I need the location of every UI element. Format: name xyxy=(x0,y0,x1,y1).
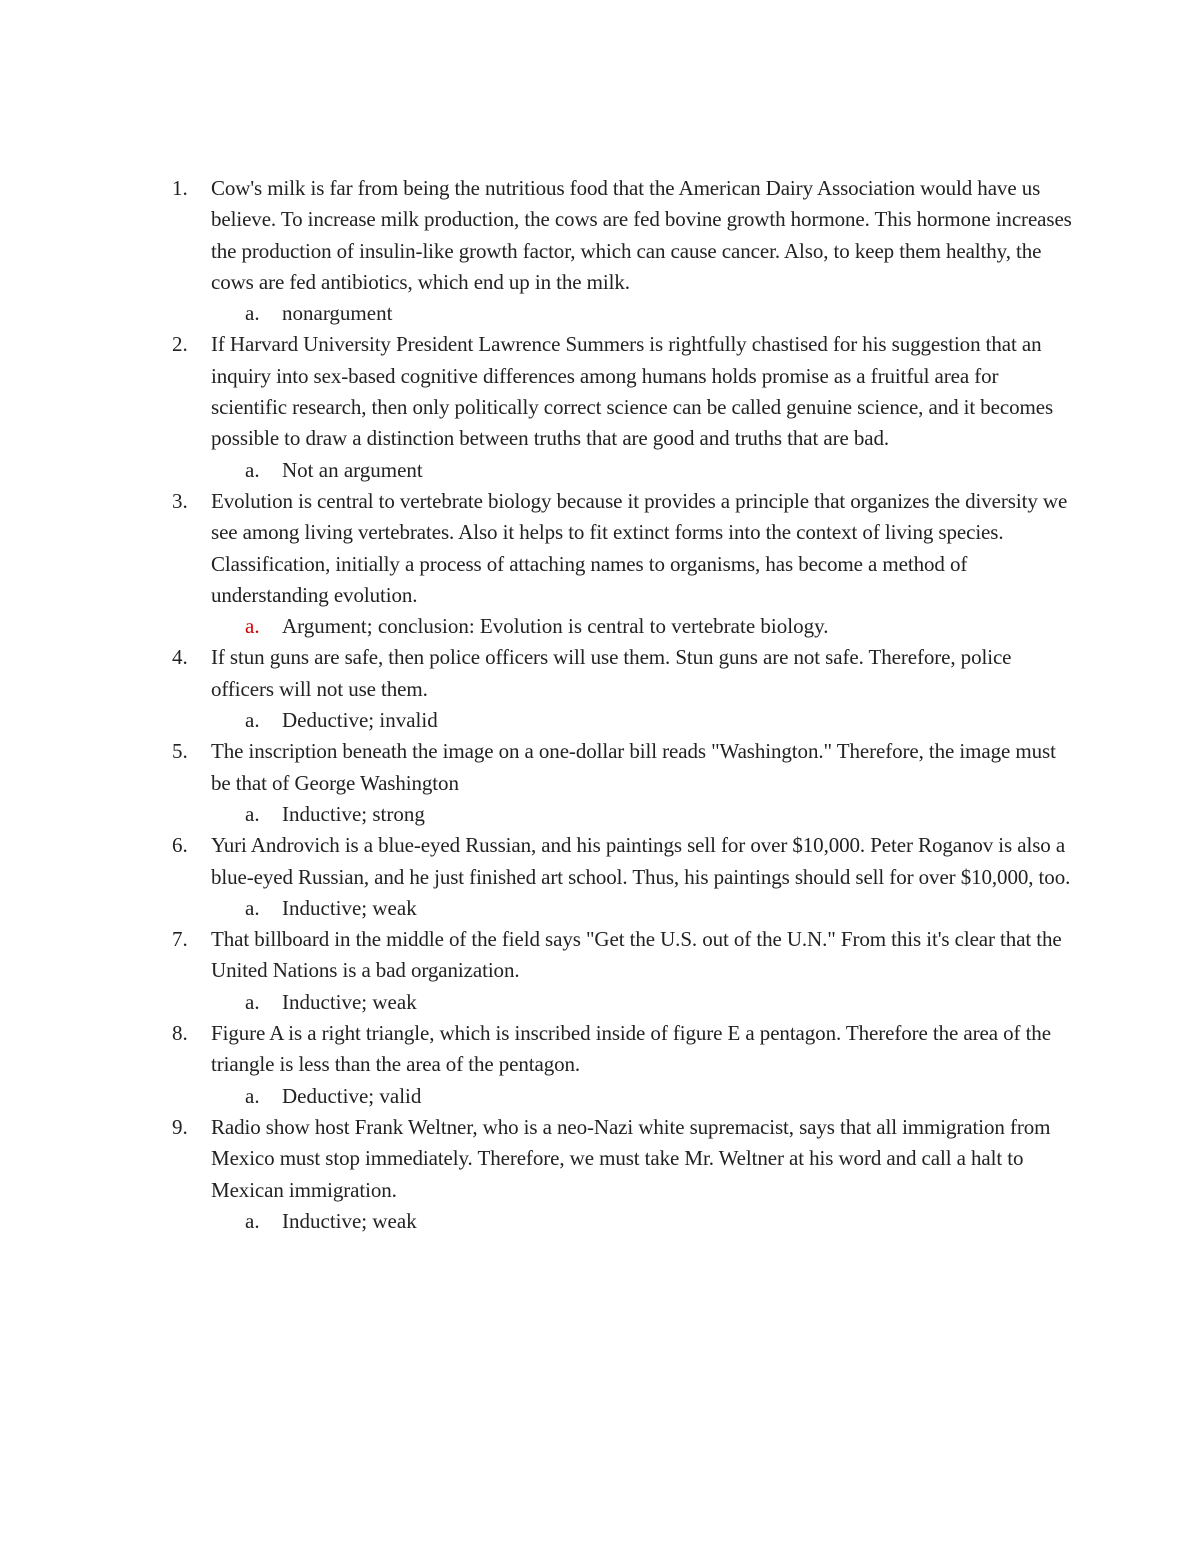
question-number: 3. xyxy=(172,488,188,513)
answer-item xyxy=(211,455,1072,486)
answer-text: Deductive; invalid xyxy=(282,708,438,733)
answer-letter: a. xyxy=(245,1208,260,1233)
question-item xyxy=(172,736,1072,830)
question-item xyxy=(172,486,1072,642)
question-text: If stun guns are safe, then police officers will use them. Stun guns are not safe. Therefore, police officers will not use them. xyxy=(211,645,1012,701)
answer-item xyxy=(211,799,1072,830)
answer-text: Inductive; weak xyxy=(282,895,417,920)
question-text: That billboard in the middle of the field says "Get the U.S. out of the U.N." From this it's clear that the United Nations is a bad organization. xyxy=(211,927,1062,983)
question-text: The inscription beneath the image on a one-dollar bill reads "Washington." Therefore, the image must be that of George Washington xyxy=(211,739,1056,795)
answer-text: Inductive; strong xyxy=(282,801,425,826)
answer-item xyxy=(211,298,1072,329)
answer-text: Inductive; weak xyxy=(282,1208,417,1233)
question-number: 6. xyxy=(172,833,188,858)
question-item xyxy=(172,642,1072,736)
question-text: Figure A is a right triangle, which is inscribed inside of figure E a pentagon. Therefore the area of the triangle is less than the area of the pentagon. xyxy=(211,1021,1051,1077)
question-item xyxy=(172,173,1072,329)
answer-letter: a. xyxy=(245,801,260,826)
answer-letter: a. xyxy=(245,989,260,1014)
answer-text: nonargument xyxy=(282,301,393,326)
question-list xyxy=(172,173,1072,1237)
answer-letter: a. xyxy=(245,301,260,326)
answer-letter-flagged: a. xyxy=(245,614,260,639)
question-item xyxy=(172,1112,1072,1237)
answer-letter: a. xyxy=(245,457,260,482)
question-number: 7. xyxy=(172,927,188,952)
answer-text: Argument; conclusion: Evolution is central to vertebrate biology. xyxy=(282,614,829,639)
question-item xyxy=(172,329,1072,485)
question-number: 5. xyxy=(172,739,188,764)
answer-letter: a. xyxy=(245,895,260,920)
answer-item xyxy=(211,1081,1072,1112)
question-item xyxy=(172,830,1072,924)
question-text: Yuri Androvich is a blue-eyed Russian, and his paintings sell for over $10,000. Peter Roganov is also a blue-eyed Russian, and he just finished art school. Thus, his paintings should sell for over $10,000, too. xyxy=(211,833,1071,889)
question-item xyxy=(172,924,1072,1018)
question-item xyxy=(172,1018,1072,1112)
question-number: 9. xyxy=(172,1114,188,1139)
question-text: Cow's milk is far from being the nutritious food that the American Dairy Association would have us believe. To increase milk production, the cows are fed bovine growth hormone. This hormone increases the production of insulin-like growth factor, which can cause cancer. Also, to keep them healthy, the cows are fed antibiotics, which end up in the milk. xyxy=(211,176,1072,294)
answer-item xyxy=(211,1206,1072,1237)
question-text: Evolution is central to vertebrate biology because it provides a principle that organizes the diversity we see among living vertebrates. Also it helps to fit extinct forms into the context of living species. Classification, initially a process of attaching names to organisms, has become a method of understanding evolution. xyxy=(211,488,1068,607)
answer-item xyxy=(211,611,1072,642)
answer-item xyxy=(211,987,1072,1018)
answer-text: Inductive; weak xyxy=(282,989,417,1014)
answer-item xyxy=(211,705,1072,736)
question-number: 8. xyxy=(172,1021,188,1046)
answer-letter: a. xyxy=(245,708,260,733)
question-number: 2. xyxy=(172,332,188,357)
question-number: 1. xyxy=(172,176,188,200)
question-number: 4. xyxy=(172,645,188,670)
question-text: If Harvard University President Lawrence Summers is rightfully chastised for his suggestion that an inquiry into sex-based cognitive differences among humans holds promise as a fruitful area for scientific research, then only politically correct science can be called genuine science, and it becomes possible to draw a distinction between truths that are good and truths that are bad. xyxy=(211,332,1054,451)
answer-text: Deductive; valid xyxy=(282,1083,422,1108)
answer-text: Not an argument xyxy=(282,457,423,482)
answer-item xyxy=(211,893,1072,924)
answer-letter: a. xyxy=(245,1083,260,1108)
question-text: Radio show host Frank Weltner, who is a neo-Nazi white supremacist, says that all immigration from Mexico must stop immediately. Therefore, we must take Mr. Weltner at his word and call a halt to Mexican immigration. xyxy=(211,1114,1051,1202)
